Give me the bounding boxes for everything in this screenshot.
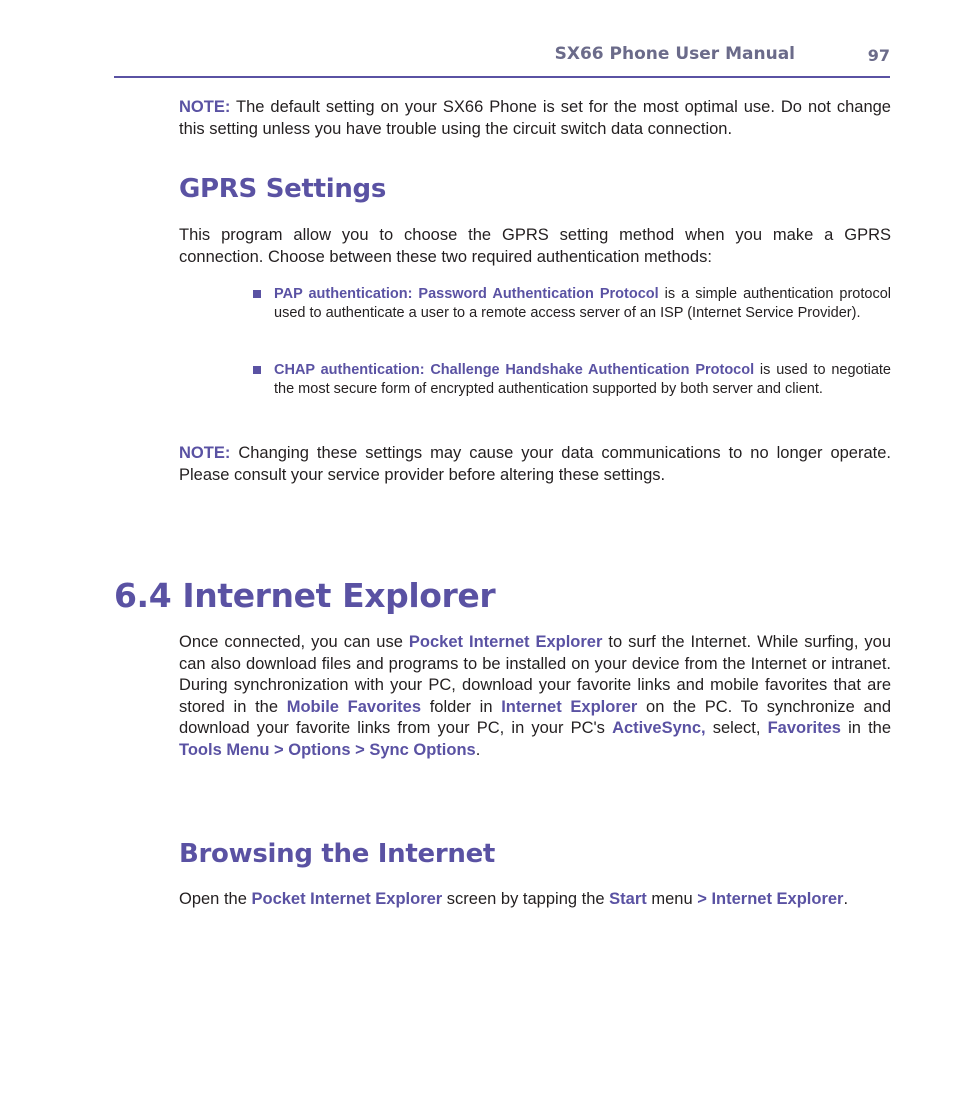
text-run: Open the [179, 890, 252, 908]
bullet-description: is a simple authentication protocol used to authenticate a user to a remote access server of an ISP (Internet Service Provider). [274, 286, 891, 321]
note-label: NOTE: [179, 444, 231, 462]
text-run: . [843, 890, 849, 908]
highlight-sync-options-path: Tools Menu > Options > Sync Options [179, 740, 476, 759]
browsing-heading: Browsing the Internet [179, 839, 496, 869]
browsing-paragraph [179, 889, 891, 911]
text-run: Once connected, you can use [179, 633, 409, 651]
text-run: on the PC. To synchronize and download your favorite links from your PC, in your PC's [179, 697, 891, 738]
bullet-term: CHAP authentication: Challenge Handshake Authentication Protocol [274, 362, 755, 378]
bullet-pap [253, 285, 891, 323]
page-number: 97 [867, 46, 890, 65]
highlight-start: Start [609, 890, 647, 908]
internet-explorer-paragraph [179, 632, 891, 762]
manual-title: SX66 Phone User Manual [554, 44, 795, 64]
text-run: . [475, 740, 481, 759]
square-bullet-icon [253, 290, 261, 298]
note-text: The default setting on your SX66 Phone is set for the most optimal use. Do not change this setting unless you have trouble using the circuit switch data connection. [179, 98, 891, 138]
gprs-intro: This program allow you to choose the GPRS setting method when you make a GPRS connection. Choose between these two required authentication methods: [179, 226, 891, 266]
highlight-pocket-internet-explorer: Pocket Internet Explorer [251, 890, 443, 908]
text-run: folder in [421, 697, 502, 716]
text-run: menu [646, 890, 698, 908]
bullet-term: PAP authentication: Password Authentication Protocol [274, 286, 659, 302]
gprs-settings-heading: GPRS Settings [179, 174, 387, 204]
bullet-chap [253, 361, 891, 399]
note-default-setting [179, 97, 891, 140]
text-run: screen by tapping the [442, 890, 610, 908]
note-settings-warning [179, 443, 891, 486]
text-run: to surf the Internet. While surfing, you can also download files and programs to be installed on your device from the Internet or intranet. During synchronization with your PC, download your favorite links and mobile favorites that are stored in the [179, 633, 891, 716]
text-run: in the [840, 719, 892, 738]
highlight-pocket-internet-explorer: Pocket Internet Explorer [408, 633, 603, 651]
highlight-mobile-favorites: Mobile Favorites [286, 697, 422, 716]
bullet-description: is used to negotiate the most secure form of encrypted authentication supported by both server and client. [274, 362, 891, 397]
square-bullet-icon [253, 366, 261, 374]
highlight-favorites: Favorites [767, 719, 841, 738]
highlight-internet-explorer: Internet Explorer [501, 697, 638, 716]
note-text: Changing these settings may cause your data communications to no longer operate. Please consult your service provider before altering these settings. [179, 444, 891, 484]
highlight-internet-explorer-path: > Internet Explorer [697, 890, 844, 908]
header-divider [114, 76, 890, 78]
highlight-activesync: ActiveSync, [612, 719, 706, 738]
text-run: select, [705, 719, 768, 738]
note-label: NOTE: [179, 98, 231, 116]
section-heading-internet-explorer: 6.4 Internet Explorer [114, 576, 496, 615]
